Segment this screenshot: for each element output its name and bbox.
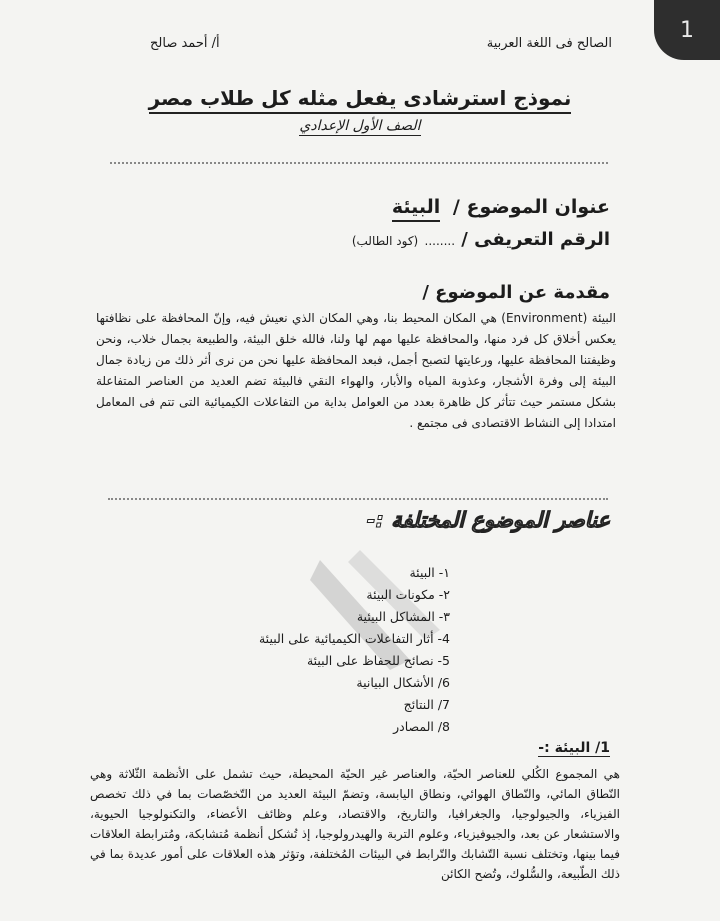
- elements-list: [259, 562, 450, 738]
- list-item: 4- أثار التفاعلات الكيميائية على البيئة: [258, 631, 450, 646]
- list-item: 6/ الأشكال البيانية: [356, 675, 450, 690]
- topic-value: البيئة: [392, 196, 440, 222]
- list-item: 8/ المصادر: [393, 719, 450, 734]
- page-title-text: نموذج استرشادى يفعل مثله كل طلاب مصر: [149, 86, 572, 114]
- page-number-badge: 1: [654, 0, 720, 60]
- elements-heading: عناصر الموضوع المختلفة :-: [366, 508, 610, 532]
- header-subject: الصالح فى اللغة العربية: [486, 36, 612, 51]
- student-id-label: الرقم التعريفى /: [461, 229, 610, 250]
- list-item: 5- نصائح للحفاظ على البيئة: [306, 653, 450, 668]
- header-teacher: أ/ أحمد صالح: [150, 36, 220, 51]
- list-item: ٣- المشاكل البيئية: [356, 609, 450, 624]
- section1-heading-text: 1/ البيئة :-: [538, 740, 610, 756]
- section1-heading: [538, 740, 610, 756]
- divider-middle: [108, 498, 608, 500]
- grade-subtitle-text: الصف الأول الإعدادي: [299, 118, 421, 134]
- divider-top: [110, 162, 608, 164]
- list-item: ١- البيئة: [409, 565, 450, 580]
- intro-heading: مقدمة عن الموضوع /: [422, 282, 610, 303]
- topic-label: عنوان الموضوع /: [452, 196, 610, 218]
- section1-paragraph: هي المجموع الكُلي للعناصر الحيّة، والعناصر غير الحيّة المحيطة، حيث تشمل على الأنظمة الثّلاثة وهي النّطاق المائي، والنّطاق الهوائي، ونطاق اليابسة، وتضمّ البيئة العديد من التّخصّصات بما في ذلك تخصص الفيزياء، والجيولوجيا، والجغرافيا، والتاريخ، والاقتصاد، وعلم وظائف الأعضاء، والتكنولوجيا الحيوية، والاستشعار عن بعد، والجيوفيزياء، وعلوم التربة والهيدرولوجيا، إذ تُشكل أنظمة مُتشابكة، ومُترابطة العلاقات فيما بينها، وتختلف نسبة التّشابك والتّرابط في البيئات المُختلفة، وتؤثر هذه العلاقات على أمور عديدة بما في ذلك الطّبيعة، والسُّلوك، وتُضح الكائن: [90, 767, 620, 881]
- list-item: 7/ النتائج: [403, 697, 450, 712]
- list-item: ٢- مكونات البيئة: [366, 587, 450, 602]
- page-title: [0, 86, 720, 110]
- student-code-hint: (كود الطالب): [351, 234, 419, 248]
- student-id-row: [352, 229, 610, 250]
- student-id-dots: ........: [424, 234, 456, 248]
- grade-subtitle: [0, 118, 720, 134]
- intro-paragraph: البيئة (Environment) هي المكان المحيط بنا، وهي المكان الذي نعيش فيه، وإنّ المحافظة على نظافتها يعكس أخلاق كل فرد منها، والمحافظة عليها مهم لها ولنا، فالله خلق البيئة، والطبيعة بجمال خلاب، ونحن وظيفتنا المحافظة عليها، ورعايتها لتصبح أجمل، فبعد المحافظة عليها نحن من نرى أثر ذلك من زيادة جمال البيئة إلى وفرة الأشجار، وعذوبة المياه والأبار، والهواء النقي فالبيئة تضم العديد من العناصر المتفاعلة بشكل مستمر حيث تتأثر كل ظاهرة بعدد من العوامل بداية من التفاعلات الكيميائية التى تتم فى المعامل امتدادا إلى النشاط الاقتصادى فى مجتمع .: [96, 311, 616, 430]
- topic-row: [392, 196, 610, 218]
